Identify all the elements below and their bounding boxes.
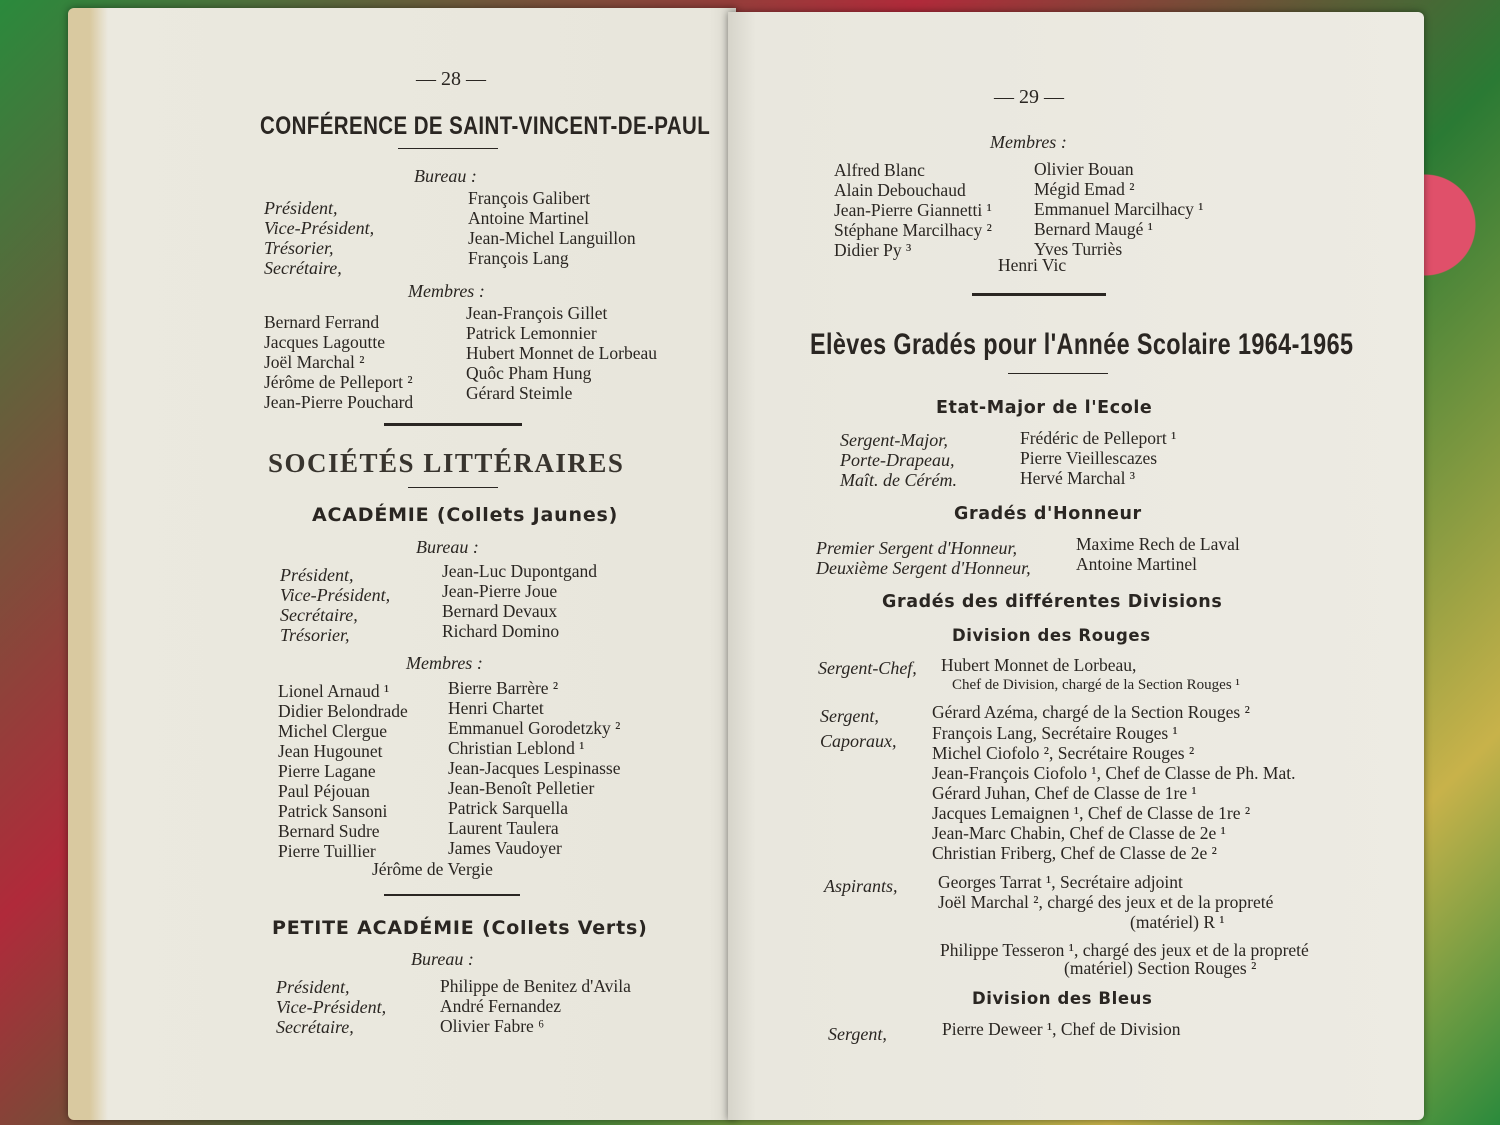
title-underline bbox=[398, 148, 498, 149]
petite-role-names bbox=[440, 976, 631, 1036]
person: Jacques Lemaignen ¹, Chef de Classe de 1re ² bbox=[932, 803, 1251, 823]
member: Paul Péjouan bbox=[278, 781, 370, 801]
role: Vice-Président, bbox=[276, 997, 387, 1017]
member: Pierre Tuillier bbox=[278, 841, 376, 861]
member: Laurent Taulera bbox=[448, 818, 559, 838]
member: Jean-François Gillet bbox=[466, 303, 608, 323]
person: François Lang bbox=[468, 248, 569, 268]
bureau-label: Bureau : bbox=[414, 166, 477, 186]
member: Patrick Sansoni bbox=[278, 801, 388, 821]
detail: (matériel) R ¹ bbox=[1130, 912, 1225, 932]
member: Alfred Blanc bbox=[834, 160, 925, 180]
member: Michel Clergue bbox=[278, 721, 388, 741]
academie-members-col1 bbox=[278, 681, 408, 861]
member: Patrick Sarquella bbox=[448, 798, 569, 818]
bleus-title: Division des Bleus bbox=[972, 989, 1153, 1008]
person: Gérard Azéma, chargé de la Section Rouges ² bbox=[932, 702, 1250, 722]
role: Maît. de Cérém. bbox=[840, 470, 957, 490]
person: Jean-François Ciofolo ¹, Chef de Classe de Ph. Mat. bbox=[932, 763, 1296, 783]
member: Emmanuel Marcilhacy ¹ bbox=[1034, 199, 1204, 219]
person: Michel Ciofolo ², Secrétaire Rouges ² bbox=[932, 743, 1195, 763]
etat-major-names bbox=[1020, 428, 1176, 488]
page-number: — 28 — bbox=[416, 68, 486, 90]
member: Bernard Sudre bbox=[278, 821, 380, 841]
member: Didier Py ³ bbox=[834, 240, 912, 260]
caporaux-list bbox=[932, 724, 1295, 864]
divisions-title: Gradés des différentes Divisions bbox=[882, 592, 1223, 612]
role: Premier Sergent d'Honneur, bbox=[816, 538, 1017, 558]
title-ornament bbox=[408, 487, 498, 488]
person: Jean-Pierre Joue bbox=[442, 581, 558, 601]
honneur-title: Gradés d'Honneur bbox=[954, 504, 1142, 524]
section-divider bbox=[972, 293, 1106, 296]
rouges-title: Division des Rouges bbox=[952, 626, 1151, 645]
member: Jérôme de Pelleport ² bbox=[264, 372, 413, 392]
membres-label: Membres : bbox=[408, 281, 485, 301]
member: Jean-Benoît Pelletier bbox=[448, 778, 595, 798]
member: Quôc Pham Hung bbox=[466, 363, 592, 383]
role: Secrétaire, bbox=[280, 605, 358, 625]
role: Sergent-Major, bbox=[840, 430, 948, 450]
member: Jean-Jacques Lespinasse bbox=[448, 758, 621, 778]
person: Jean-Luc Dupontgand bbox=[442, 561, 598, 581]
person: Georges Tarrat ¹, Secrétaire adjoint bbox=[938, 872, 1183, 892]
role: Secrétaire, bbox=[276, 1017, 354, 1037]
members-col2 bbox=[1034, 160, 1204, 260]
conference-role-names bbox=[468, 188, 636, 268]
member: Patrick Lemonnier bbox=[466, 323, 597, 343]
societes-title: SOCIÉTÉS LITTÉRAIRES bbox=[268, 448, 625, 478]
person: Philippe de Benitez d'Avila bbox=[440, 976, 631, 996]
etat-major-roles bbox=[840, 430, 957, 490]
person: Philippe Tesseron ¹, chargé des jeux et de la propreté bbox=[940, 940, 1309, 960]
petite-roles bbox=[276, 977, 386, 1037]
bureau-label: Bureau : bbox=[411, 949, 474, 969]
academie-title: ACADÉMIE (Collets Jaunes) bbox=[312, 504, 619, 526]
members-col1 bbox=[834, 161, 992, 261]
member: Emmanuel Gorodetzky ² bbox=[448, 718, 621, 738]
bureau-label: Bureau : bbox=[416, 537, 479, 557]
member: Gérard Steimle bbox=[466, 383, 573, 403]
person: Joël Marchal ², chargé des jeux et de la propreté bbox=[938, 892, 1274, 912]
grades-title: Elèves Gradés pour l'Année Scolaire 1964-1965 bbox=[810, 328, 1354, 361]
membres-label: Membres : bbox=[990, 132, 1067, 152]
role: Aspirants, bbox=[824, 876, 898, 896]
role: Deuxième Sergent d'Honneur, bbox=[816, 558, 1031, 578]
title-ornament bbox=[1008, 373, 1108, 374]
page-number: — 29 — bbox=[994, 86, 1064, 108]
person: Jean-Michel Languillon bbox=[468, 228, 636, 248]
person: Antoine Martinel bbox=[1076, 554, 1198, 574]
member: Didier Belondrade bbox=[278, 701, 408, 721]
member: Mégid Emad ² bbox=[1034, 179, 1135, 199]
member: Yves Turriès bbox=[1034, 239, 1123, 259]
member: Joël Marchal ² bbox=[264, 352, 365, 372]
role: Président, bbox=[276, 977, 350, 997]
role: Trésorier, bbox=[280, 625, 350, 645]
member: Bernard Ferrand bbox=[264, 312, 380, 332]
person: Antoine Martinel bbox=[468, 208, 590, 228]
role: Sergent-Chef, bbox=[818, 658, 917, 678]
member: Christian Leblond ¹ bbox=[448, 738, 585, 758]
member: Alain Debouchaud bbox=[834, 180, 966, 200]
membres-label: Membres : bbox=[406, 653, 483, 673]
member: James Vaudoyer bbox=[448, 838, 562, 858]
role: Président, bbox=[280, 565, 354, 585]
role: Porte-Drapeau, bbox=[840, 450, 955, 470]
person: François Lang, Secrétaire Rouges ¹ bbox=[932, 723, 1178, 743]
person: Hubert Monnet de Lorbeau, bbox=[941, 655, 1137, 675]
section-divider bbox=[384, 423, 522, 426]
person: François Galibert bbox=[468, 188, 590, 208]
member: Jean-Pierre Giannetti ¹ bbox=[834, 200, 992, 220]
conference-roles bbox=[264, 198, 374, 278]
person: Jean-Marc Chabin, Chef de Classe de 2e ¹ bbox=[932, 823, 1226, 843]
role: Président, bbox=[264, 198, 338, 218]
member: Henri Vic bbox=[998, 255, 1067, 275]
person: Maxime Rech de Laval bbox=[1076, 534, 1240, 554]
conference-members-col2 bbox=[466, 303, 657, 403]
member: Jean-Pierre Pouchard bbox=[264, 392, 414, 412]
petite-academie-title: PETITE ACADÉMIE (Collets Verts) bbox=[272, 917, 648, 939]
section-divider bbox=[384, 894, 520, 896]
academie-role-names bbox=[442, 561, 597, 641]
member: Pierre Lagane bbox=[278, 761, 376, 781]
member: Stéphane Marcilhacy ² bbox=[834, 220, 992, 240]
member: Jacques Lagoutte bbox=[264, 332, 385, 352]
member: Hubert Monnet de Lorbeau bbox=[466, 343, 657, 363]
role: Sergent, bbox=[828, 1024, 887, 1044]
person: André Fernandez bbox=[440, 996, 561, 1016]
role: Trésorier, bbox=[264, 238, 334, 258]
person: Pierre Vieillescazes bbox=[1020, 448, 1158, 468]
right-page bbox=[728, 12, 1424, 1120]
role: Caporaux, bbox=[820, 731, 897, 751]
role: Sergent, bbox=[820, 706, 879, 726]
role: Vice-Président, bbox=[280, 585, 391, 605]
person: Gérard Juhan, Chef de Classe de 1re ¹ bbox=[932, 783, 1197, 803]
person: Christian Friberg, Chef de Classe de 2e ² bbox=[932, 843, 1217, 863]
conference-members-col1 bbox=[264, 312, 413, 412]
honneur-names bbox=[1076, 534, 1240, 574]
member: Henri Chartet bbox=[448, 698, 544, 718]
person: Olivier Fabre ⁶ bbox=[440, 1016, 545, 1036]
honneur-roles bbox=[816, 538, 1031, 578]
detail: (matériel) Section Rouges ² bbox=[1064, 958, 1257, 978]
person: Hervé Marchal ³ bbox=[1020, 468, 1136, 488]
left-page bbox=[68, 8, 736, 1120]
person: Richard Domino bbox=[442, 621, 560, 641]
member: Bierre Barrère ² bbox=[448, 678, 559, 698]
academie-roles bbox=[280, 565, 390, 645]
person: Bernard Devaux bbox=[442, 601, 558, 621]
conference-title: CONFÉRENCE DE SAINT-VINCENT-DE-PAUL bbox=[260, 112, 711, 140]
role: Secrétaire, bbox=[264, 258, 342, 278]
detail: Chef de Division, chargé de la Section Rouges ¹ bbox=[952, 677, 1240, 693]
etat-major-title: Etat-Major de l'Ecole bbox=[936, 398, 1153, 418]
member: Bernard Maugé ¹ bbox=[1034, 219, 1153, 239]
member: Lionel Arnaud ¹ bbox=[278, 681, 390, 701]
academie-members-col2 bbox=[448, 678, 621, 858]
member: Olivier Bouan bbox=[1034, 159, 1134, 179]
role: Vice-Président, bbox=[264, 218, 375, 238]
member: Jean Hugounet bbox=[278, 741, 383, 761]
member: Jérôme de Vergie bbox=[372, 859, 493, 879]
person: Pierre Deweer ¹, Chef de Division bbox=[942, 1019, 1181, 1039]
person: Frédéric de Pelleport ¹ bbox=[1020, 428, 1177, 448]
